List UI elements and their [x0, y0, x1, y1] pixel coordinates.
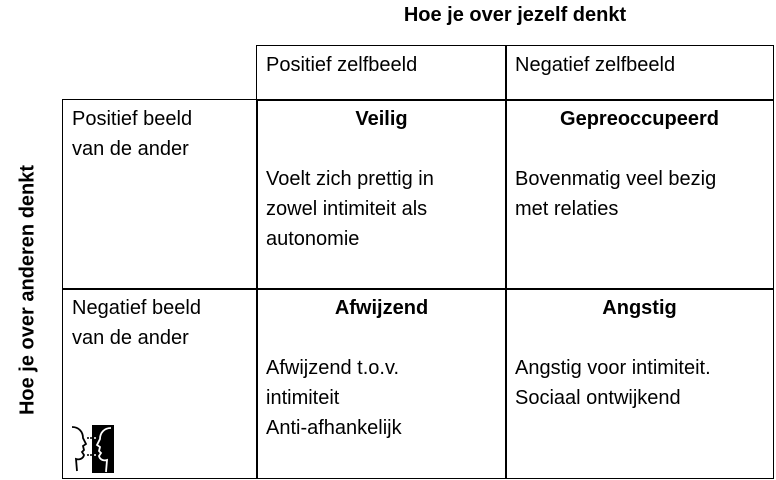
column-header-negative-self — [505, 45, 774, 101]
side-axis-title-text: Hoe je over anderen denkt — [16, 164, 39, 416]
quadrant-title: Veilig — [355, 108, 408, 130]
row-header-label: Negatief beeld van de ander — [72, 297, 201, 349]
row-header-label: Positief beeld van de ander — [72, 108, 193, 160]
row-header-positive-other — [62, 99, 258, 290]
column-header-positive-self — [256, 45, 507, 101]
quadrant-description: Voelt zich prettig in zowel intimiteit als autonomie — [266, 168, 434, 250]
quadrant-title: Gepreoccupeerd — [560, 108, 719, 130]
quadrant-description: Bovenmatig veel bezig met relaties — [515, 168, 717, 220]
quadrant-description: Angstig voor intimiteit. Sociaal ontwijkend — [515, 357, 711, 409]
quadrant-title: Afwijzend — [334, 297, 429, 319]
two-faces-logo-icon — [68, 425, 114, 473]
column-header-label: Negatief zelfbeeld — [515, 54, 676, 76]
quadrant-preoccupied — [505, 99, 774, 290]
quadrant-fearful — [505, 288, 774, 479]
column-header-label: Positief zelfbeeld — [266, 54, 418, 76]
quadrant-description: Afwijzend t.o.v. intimiteit Anti-afhankelijk — [266, 357, 402, 439]
quadrant-title: Angstig — [602, 297, 677, 319]
quadrant-secure — [256, 99, 507, 290]
top-axis-title: Hoe je over jezelf denkt — [403, 4, 627, 26]
quadrant-dismissive — [256, 288, 507, 479]
